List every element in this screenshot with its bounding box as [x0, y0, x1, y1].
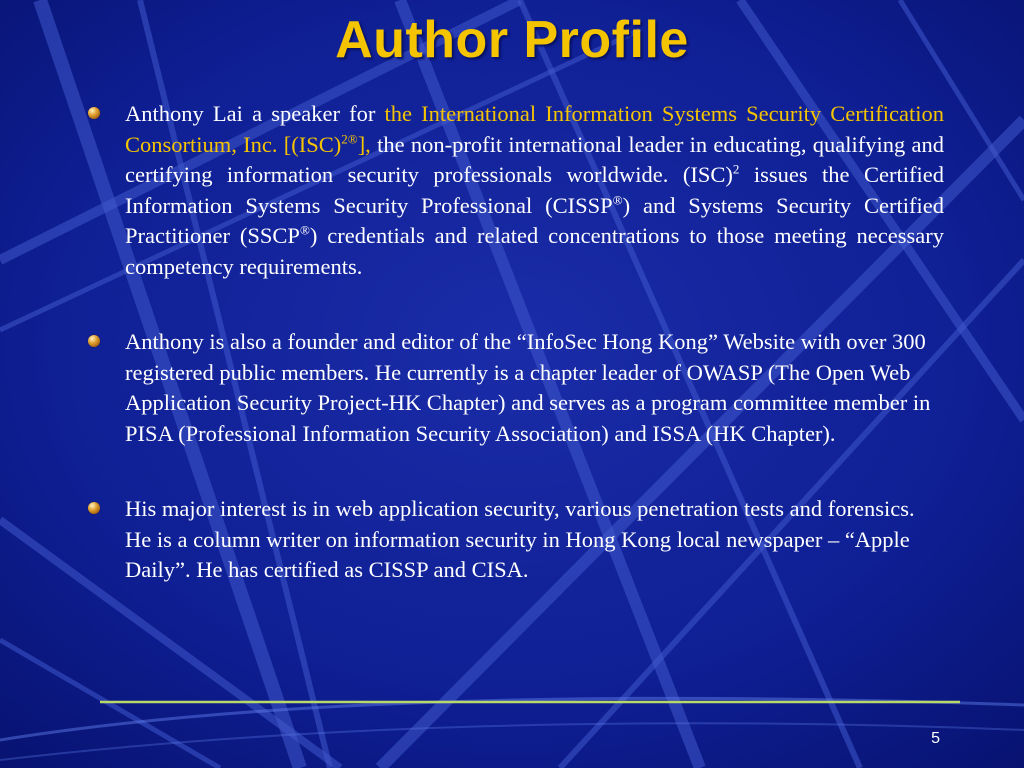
isc2-highlight-superscript: 2® [341, 131, 358, 146]
bullet-list [88, 99, 944, 631]
bullet-intro-text: Anthony Lai a speaker for [125, 101, 385, 126]
page-number: 5 [931, 730, 940, 747]
bullet-text-interests: His major interest is in web application security, various penetration tests and forensics. He is a column writer on information security in Hong Kong local newspaper – “Apple Daily”. He has certified as CISSP and CISA. [125, 496, 915, 582]
bullet-item-infosec [88, 327, 944, 449]
bullet-item-interests [88, 494, 944, 586]
bullet-text-part-b: issues the Certified Information Systems Security Professional (CISSP [125, 162, 944, 218]
sscp-registered-mark: ® [299, 222, 310, 238]
cissp-registered-mark: ® [612, 192, 623, 207]
isc2-superscript: 2 [732, 161, 740, 177]
bullet-orb-icon [88, 502, 100, 514]
bullet-item-isc2 [88, 99, 944, 282]
bullet-text-part-d: ) credentials and related concentrations to those meeting necessary competency requirements. [125, 223, 944, 279]
bullet-text-infosec: Anthony is also a founder and editor of the “InfoSec Hong Kong” Website with over 300 registered public members. He currently is a chapter leader of OWASP (The Open Web Application Security Project-HK Chapter) and serves as a program committee member in PISA (Professional Information Security Association) and ISSA (HK Chapter). [125, 329, 931, 446]
bullet-text-part-c: ) and Systems Security Certified Practitioner (SSCP [125, 192, 944, 248]
isc2-highlight-text: the International Information Systems Security Certification Consortium, Inc. [(ISC) [125, 101, 944, 157]
bullet-orb-icon [88, 107, 100, 119]
bullet-text-part-a: the non-profit international leader in educating, qualifying and certifying information security professionals worldwide. (ISC) [125, 131, 944, 187]
isc2-highlight-close: ], [357, 131, 371, 157]
bullet-orb-icon [88, 335, 100, 347]
slide-title: Author Profile [335, 11, 689, 69]
bullet-text-isc2 [125, 99, 944, 282]
